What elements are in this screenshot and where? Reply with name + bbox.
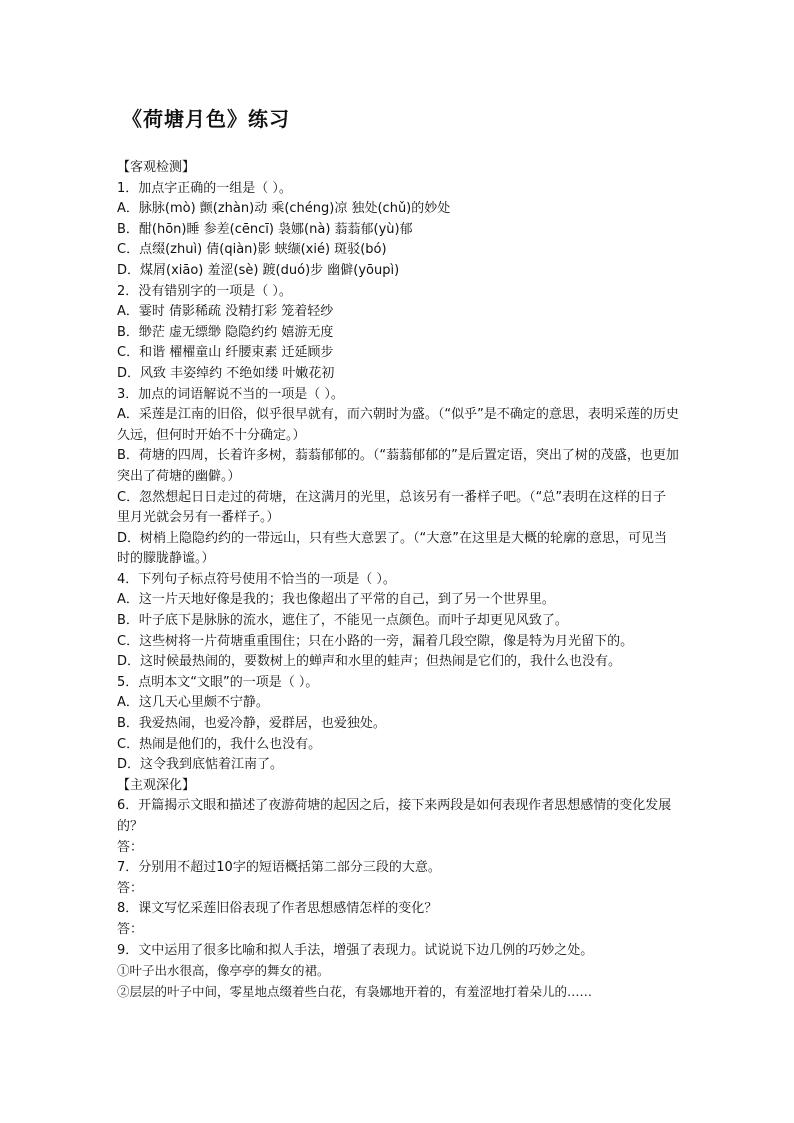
text-line: A．脉脉(mò) 颤(zhàn)动 乘(chéng)凉 独处(chǔ)的妙处 bbox=[117, 201, 451, 217]
text-line: 6．开篇揭示文眼和描述了夜游荷塘的起因之后，接下来两段是如何表现作者思想感情的变化发展的？ bbox=[117, 798, 672, 834]
text-line: 9．文中运用了很多比喻和拟人手法，增强了表现力。试说说下边几例的巧妙之处。 bbox=[117, 942, 594, 958]
text-line: 3．加点的词语解说不当的一项是（ ）。 bbox=[117, 386, 344, 402]
text-line: A．采莲是江南的旧俗，似乎很早就有，而六朝时为盛。（“似乎”是不确定的意思，表明采莲的历史久远，但何时开始不十分确定。） bbox=[117, 407, 679, 443]
text-line: A．霎时 倩影稀疏 没精打彩 笼着轻纱 bbox=[117, 304, 334, 320]
text-line: 1．加点字正确的一组是（ ）。 bbox=[117, 180, 292, 196]
text-line: 2．没有错别字的一项是（ ）。 bbox=[117, 283, 292, 299]
text-line: A．这一片天地好像是我的；我也像超出了平常的自己，到了另一个世界里。 bbox=[117, 592, 555, 608]
exercise-content bbox=[117, 158, 679, 1002]
text-line: 答： bbox=[117, 880, 144, 896]
text-line: C．点缀(zhuì) 倩(qiàn)影 蛱缬(xié) 斑驳(bó) bbox=[117, 242, 387, 258]
text-line: 答： bbox=[117, 839, 144, 855]
text-line: B．酣(hōn)睡 参差(cēncī) 袅娜(nà) 蓊蓊郁(yù)郁 bbox=[117, 221, 413, 237]
section-heading: 【主观深化】 bbox=[117, 777, 196, 793]
text-line: 答： bbox=[117, 921, 144, 937]
text-line: B．叶子底下是脉脉的流水，遮住了，不能见一点颜色。而叶子却更见风致了。 bbox=[117, 613, 568, 629]
text-line: C．忽然想起日日走过的荷塘，在这满月的光里，总该另有一番样子吧。（“总”表明在这样的日子里月光就会另有一番样子。） bbox=[117, 489, 667, 526]
text-line: C．和谐 櫂櫂童山 纤腰束素 迁延顾步 bbox=[117, 345, 334, 361]
text-line: ②层层的叶子中间，零星地点缀着些白花，有袅娜地开着的，有羞涩地打着朵儿的…… bbox=[117, 983, 593, 999]
text-line: 5．点明本文“文眼”的一项是（ ）。 bbox=[117, 674, 319, 690]
text-line: ①叶子出水很高，像亭亭的舞女的裙。 bbox=[117, 963, 330, 979]
text-line: B．我爱热闹，也爱冷静，爱群居，也爱独处。 bbox=[117, 716, 386, 732]
text-line: D．树梢上隐隐约约的一带远山，只有些大意罢了。（“大意”在这里是大概的轮廓的意思，可见当时的朦胧静谧。） bbox=[117, 530, 667, 567]
document-title: 《荷塘月色》练习 bbox=[122, 107, 290, 131]
text-line: B．缈茫 虚无缥缈 隐隐约约 嬉游无度 bbox=[117, 324, 334, 340]
text-line: C．这些树将一片荷塘重重围住；只在小路的一旁，漏着几段空隙，像是特为月光留下的。 bbox=[117, 633, 634, 649]
text-line: D．煤屑(xiāo) 羞涩(sè) 踱(duó)步 幽僻(yōupì) bbox=[117, 262, 400, 278]
text-line: D．这令我到底惦着江南了。 bbox=[117, 757, 284, 773]
text-line: 8．课文写忆采莲旧俗表现了作者思想感情怎样的变化？ bbox=[117, 901, 438, 917]
text-line: B．荷塘的四周，长着许多树，蓊蓊郁郁的。（“蓊蓊郁郁的”是后置定语，突出了树的茂盛，也更加突出了荷塘的幽僻。） bbox=[117, 448, 679, 484]
text-line: 7．分别用不超过10字的短语概括第二部分三段的大意。 bbox=[117, 860, 441, 876]
text-line: 4．下列句子标点符号使用不恰当的一项是（ ）。 bbox=[117, 571, 396, 587]
text-line: D．风致 丰姿绰约 不绝如缕 叶嫩花初 bbox=[117, 365, 335, 381]
section-heading: 【客观检测】 bbox=[117, 160, 196, 175]
text-line: C．热闹是他们的，我什么也没有。 bbox=[117, 736, 322, 752]
text-line: D．这时候最热闹的，要数树上的蝉声和水里的蛙声；但热闹是它们的，我什么也没有。 bbox=[117, 654, 622, 670]
text-line: A．这几天心里颇不宁静。 bbox=[117, 695, 269, 711]
